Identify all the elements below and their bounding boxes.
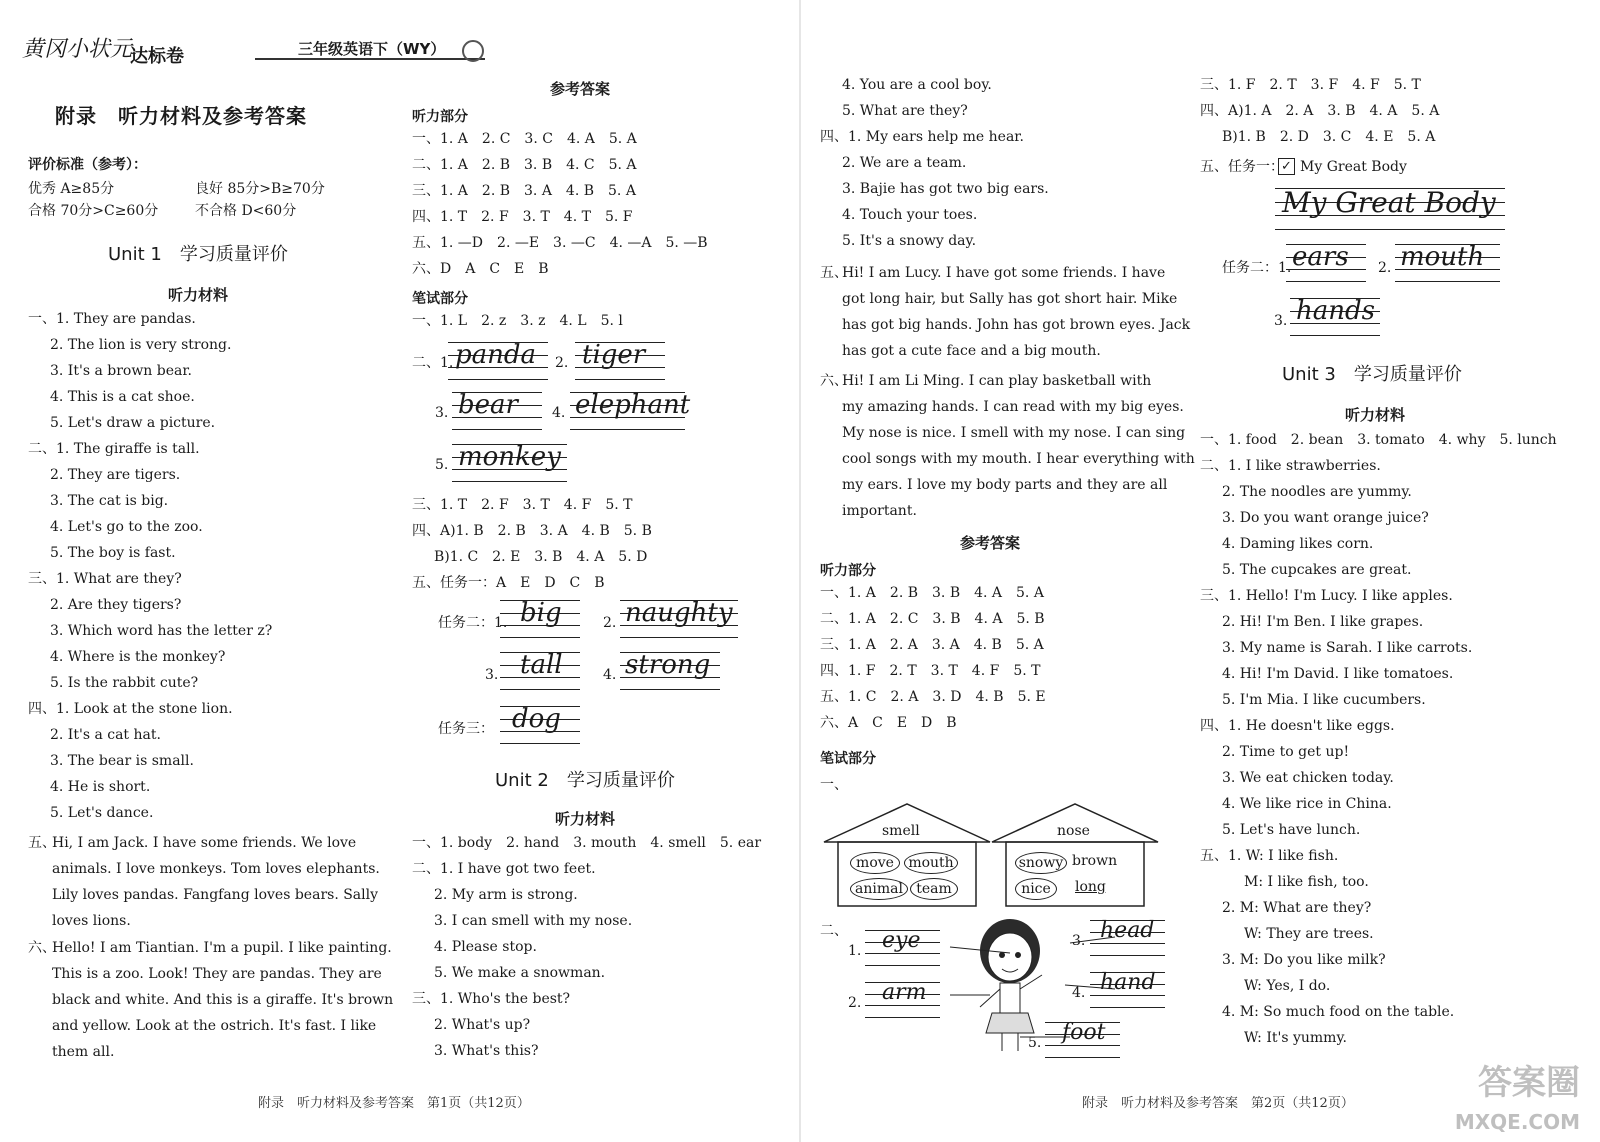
text-line: 3. My name is Sarah. I like carrots. xyxy=(1222,640,1473,656)
text-line: 三、1. Hello! I'm Lucy. I like apples. xyxy=(1200,588,1453,604)
text-line: 4. He is short. xyxy=(50,779,151,795)
plain-word: long xyxy=(1075,879,1106,895)
text-line: 六、A C E D B xyxy=(820,715,957,731)
text-line: 5. It's a snowy day. xyxy=(842,233,977,249)
text-line: 2. My arm is strong. xyxy=(434,887,578,903)
text-line: 3. Do you want orange juice? xyxy=(1222,510,1429,526)
text-line: 4. We like rice in China. xyxy=(1222,796,1392,812)
text-line: Hi! I am Lucy. I have got some friends. I have xyxy=(842,265,1166,281)
text-line: 4. Daming likes corn. xyxy=(1222,536,1374,552)
text-line: 4. Touch your toes. xyxy=(842,207,978,223)
text-line: 2. What's up? xyxy=(434,1017,531,1033)
text-line: 四、1. Look at the stone lion. xyxy=(28,701,233,717)
text-line: 一、1. body 2. hand 3. mouth 4. smell 5. ear xyxy=(412,835,762,851)
u1-transcript xyxy=(28,306,388,826)
u2-listening-part: 听力部分 xyxy=(820,563,876,579)
text-line: 五、任务一：A E D C B xyxy=(412,575,605,591)
hw-panda: panda xyxy=(455,340,537,370)
p2-six-label: 六、 xyxy=(820,373,848,389)
text-line: got long hair, but Sally has got short hair. Mike xyxy=(842,291,1178,307)
page-2: 4. You are a cool boy. 5. What are they? 四、1. My ears help me hear. 2. We are a team. 3. Bajie has got two big ears. 4. Touch your toes. 5. It's a snowy day. 五、 Hi! I am Lucy. I have got some friends. I have got long hair, but Sally has got short hair. Mike has got big hands. John has got brown eyes. Jack has got a cute face and a big mouth. 六、 Hi! I am Li Ming. I can play basketball with my amazing hands. I can read with my big eyes. My nose is nice. I smell with my nose. I can sing cool songs with my mouth. I hear everything with my ears. I love my body parts and they are all important. 参考答案 听力部分 一、1. A 2. B 3. B 4. A 5. A 二、1. A 2. C 3. B 4. A 5. B 三、1. A 2. A 3. A 4. B 5. A 四、1. F 2. T 3. T 4. F 5. T 五、1. C 2. A 3. D 4. B 5. E 六、A C E D B 笔试部分 一、 smell nose move mouth animal team snowy brown nice long 二、 1. eye 2. arm 3. head 4. hand 5. foot 三、1. F 2. T 3. F 4. F 5. T 四、A)1. A 2. A 3. B 4. A 5. A B)1. B 2. D 3. C 4. E 5. A 五、任务一： ✓ My Great Body My Great Body 任务二：1. ears 2. mouth 3. hands Unit 3 学习质量评价 听力材料 一、1. food 2. bean 3. tomato 4. why 5. lunch 二、1. I like strawberries. 2. The noodles are yummy. 3. Do you want orange juice? 4. Daming likes corn. 5. The cupcakes are great. 三、1. Hello! I'm Lucy. I like apples. 2. Hi! I'm Ben. I like grapes. 3. My name is Sarah. I like carrots. 4. Hi! I'm David. I like tomatoes. 5. I'm Mia. I like cucumbers. 四、1. He doesn't like eggs. 2. Time to get up! 3. We eat chicken today. 4. We like rice in China. 5. Let's have lunch. 五、1. W: I like fish. M: I like fish, too. 2. M: What are they? W: They are trees. 3. M: Do you like milk? W: Yes, I do. 4. M: So much food on the table. W: It's yummy. 附录 听力材料及参考答案 第2页（共12页） 答案圈 MXQE.COM xyxy=(800,0,1600,1142)
spiral-icon xyxy=(462,40,484,62)
text-line: My nose is nice. I smell with my nose. I can sing xyxy=(842,425,1186,441)
text-line: 四、1. F 2. T 3. T 4. F 5. T xyxy=(820,663,1041,679)
criteria-title: 评价标准（参考）： xyxy=(28,157,147,173)
text-line: 四、1. He doesn't like eggs. xyxy=(1200,718,1395,734)
appendix-title: 附录 听力材料及参考答案 xyxy=(55,104,307,128)
text-line: 2. It's a cat hat. xyxy=(50,727,161,743)
text-line: 四、A)1. B 2. B 3. A 4. B 5. B xyxy=(412,523,652,539)
hw-hand: hand xyxy=(1100,970,1156,995)
text-line: 4. You are a cool boy. xyxy=(842,77,992,93)
text-line: 三、1. Who's the best? xyxy=(412,991,571,1007)
text-line: 二、1. The giraffe is tall. xyxy=(28,441,200,457)
text-line: W: They are trees. xyxy=(1244,926,1374,942)
u2-transcript-continued xyxy=(820,72,1049,254)
text-line: W: It's yummy. xyxy=(1244,1030,1347,1046)
u1-written-one: 一、1. L 2. z 3. z 4. L 5. l xyxy=(412,313,623,329)
text-line: 2. They are tigers. xyxy=(50,467,181,483)
u1-six-label: 六、 xyxy=(28,940,56,956)
u2-written-part: 笔试部分 xyxy=(820,751,876,767)
u2-transcript xyxy=(412,830,761,1064)
text-line: 三、1. What are they? xyxy=(28,571,182,587)
house-right-label: nose xyxy=(1057,823,1090,839)
text-line: 六、D A C E B xyxy=(412,261,549,277)
u1-listening-answers xyxy=(412,126,708,282)
text-line: 五、1. —D 2. —E 3. —C 4. —A 5. —B xyxy=(412,235,708,251)
task1-check-text: My Great Body xyxy=(1300,159,1407,175)
text-line: This is a zoo. Look! They are pandas. They are xyxy=(52,966,382,982)
text-line: 三、1. A 2. B 3. A 4. B 5. A xyxy=(412,183,636,199)
house-left-label: smell xyxy=(882,823,920,839)
hw-tall: tall xyxy=(520,650,563,680)
u3-transcript xyxy=(1200,427,1557,1051)
text-line: 五、1. W: I like fish. xyxy=(1200,848,1339,864)
text-line: 4. Let's go to the zoo. xyxy=(50,519,203,535)
text-line: 2. M: What are they? xyxy=(1222,900,1372,916)
text-line: my amazing hands. I can read with my big eyes. xyxy=(842,399,1184,415)
hw-monkey: monkey xyxy=(458,442,561,472)
text-line: 5. The cupcakes are great. xyxy=(1222,562,1412,578)
text-line: 四、1. My ears help me hear. xyxy=(820,129,1024,145)
text-line: 3. It's a brown bear. xyxy=(50,363,192,379)
u1-five-label: 五、 xyxy=(28,835,56,851)
u1-six-passage xyxy=(52,935,393,1065)
w-two-label: 二、 xyxy=(820,923,848,939)
text-line: 2. Hi! I'm Ben. I like grapes. xyxy=(1222,614,1424,630)
text-line: has got a cute face and a big mouth. xyxy=(842,343,1101,359)
text-line: 二、1. I have got two feet. xyxy=(412,861,596,877)
u1-five-passage xyxy=(52,830,380,934)
hw-arm: arm xyxy=(882,980,927,1005)
page-1: 黄冈小状元 达标卷 三年级英语下（WY） 附录 听力材料及参考答案 评价标准（参考）： 优秀 A≥85分 良好 85分>B≥70分 合格 70分>C≥60分 不合格 D<60分 Unit 1 学习质量评价 听力材料 一、1. They are pandas. 2. The lion is very strong. 3. It's a brown bear. 4. This is a cat shoe. 5. Let's draw a picture. 二、1. The giraffe is tall. 2. They are tigers. 3. The cat is big. 4. Let's go to the zoo. 5. The boy is fast. 三、1. What are they? 2. Are they tigers? 3. Which word has the letter z? 4. Where is the monkey? 5. Is the rabbit cute? 四、1. Look at the stone lion. 2. It's a cat hat. 3. The bear is small. 4. He is short. 5. Let's dance. 五、 Hi, I am Jack. I have some friends. We love animals. I love monkeys. Tom loves elephants. Lily loves pandas. Fangfang loves bears. Sally loves lions. 六、 Hello! I am Tiantian. I'm a pupil. I like painting. This is a zoo. Look! They are pandas. They are black and white. And this is a giraffe. It's brown and yellow. Look at the ostrich. It's fast. I like them all. 参考答案 听力部分 一、1. A 2. C 3. C 4. A 5. A 二、1. A 2. B 3. B 4. C 5. A 三、1. A 2. B 3. A 4. B 5. A 四、1. T 2. F 3. T 4. T 5. F 五、1. —D 2. —E 3. —C 4. —A 5. —B 六、D A C E B 笔试部分 一、1. L 2. z 3. z 4. L 5. l 二、1. panda 2. tiger 3. bear 4. elephant 5. monkey 三、1. T 2. F 3. T 4. F 5. T 四、A)1. B 2. B 3. A 4. B 5. B B)1. C 2. E 3. B 4. A 5. D 五、任务一：A E D C B 任务二：1. big 2. naughty 3. tall 4. strong 任务三： dog Unit 2 学习质量评价 听力材料 一、1. body 2. hand 3. mouth 4. smell 5. ear 二、1. I have got two feet. 2. My arm is strong. 3. I can smell with my nose. 4. Please stop. 5. We make a snowman. 三、1. Who's the best? 2. What's up? 3. What's this? 附录 听力材料及参考答案 第1页（共12页） xyxy=(0,0,800,1142)
footer-page-2: 附录 听力材料及参考答案 第2页（共12页） xyxy=(1082,1096,1354,1111)
w-one-label: 一、 xyxy=(820,777,848,793)
text-line: 5. What are they? xyxy=(842,103,968,119)
task2-label: 任务二：1. xyxy=(438,615,508,631)
text-line: 五、1. C 2. A 3. D 4. B 5. E xyxy=(820,689,1046,705)
text-line: 5. Is the rabbit cute? xyxy=(50,675,199,691)
task3-label: 任务三： xyxy=(438,721,494,737)
task1-label: 五、任务一： xyxy=(1200,159,1284,175)
text-line: animals. I love monkeys. Tom loves elephants. xyxy=(52,861,380,877)
check-icon: ✓ xyxy=(1278,158,1295,175)
task2-label: 任务二：1. xyxy=(1222,260,1292,276)
text-line: loves lions. xyxy=(52,913,131,929)
text-line: 2. Are they tigers? xyxy=(50,597,182,613)
text-line: 2. The lion is very strong. xyxy=(50,337,232,353)
text-line: them all. xyxy=(52,1044,115,1060)
text-line: 三、1. A 2. A 3. A 4. B 5. A xyxy=(820,637,1044,653)
text-line: Hello! I am Tiantian. I'm a pupil. I like painting. xyxy=(52,940,392,956)
text-line: 5. We make a snowman. xyxy=(434,965,606,981)
u1-written-part: 笔试部分 xyxy=(412,291,468,307)
text-line: 3. I can smell with my nose. xyxy=(434,913,633,929)
u1-written-answers xyxy=(412,492,652,596)
text-line: 四、A)1. A 2. A 3. B 4. A 5. A xyxy=(1200,103,1440,119)
text-line: 3. What's this? xyxy=(434,1043,539,1059)
hw-tiger: tiger xyxy=(582,340,646,370)
text-line: has got big hands. John has got brown eyes. Jack xyxy=(842,317,1191,333)
footer-page-1: 附录 听力材料及参考答案 第1页（共12页） xyxy=(258,1096,530,1111)
text-line: 三、1. F 2. T 3. F 4. F 5. T xyxy=(1200,77,1421,93)
watermark-url: MXQE.COM xyxy=(1454,1110,1580,1134)
u2-listening-materials: 听力材料 xyxy=(555,810,616,828)
text-line: 3. Which word has the letter z? xyxy=(50,623,273,639)
u2-answers-title: 参考答案 xyxy=(960,534,1021,552)
text-line: 四、1. T 2. F 3. T 4. T 5. F xyxy=(412,209,633,225)
hw-big: big xyxy=(520,598,562,628)
u1-listening-part: 听力部分 xyxy=(412,109,468,125)
hw-head: head xyxy=(1100,918,1155,943)
text-line: important. xyxy=(842,503,917,519)
watermark-logo: 答案圈 xyxy=(1478,1063,1580,1103)
unit1-title: Unit 1 学习质量评价 xyxy=(108,244,288,265)
text-line: Hi! I am Li Ming. I can play basketball with xyxy=(842,373,1152,389)
hw-ears: ears xyxy=(1292,242,1349,272)
unit3-title: Unit 3 学习质量评价 xyxy=(1282,364,1462,385)
text-line: Lily loves pandas. Fangfang loves bears. Sally xyxy=(52,887,379,903)
book-title: 三年级英语下（WY） xyxy=(298,40,446,58)
oval-word: nice xyxy=(1015,878,1057,900)
hw-dog: dog xyxy=(512,704,561,734)
oval-word: team xyxy=(910,878,958,900)
criteria-c: 合格 70分>C≥60分 xyxy=(28,203,159,219)
text-line: 3. We eat chicken today. xyxy=(1222,770,1394,786)
text-line: 一、1. They are pandas. xyxy=(28,311,196,327)
u3-listening-materials: 听力材料 xyxy=(1345,406,1406,424)
oval-word: snowy xyxy=(1015,852,1067,874)
hw-bear: bear xyxy=(458,390,518,420)
oval-word: move xyxy=(850,852,900,874)
hw-mouth: mouth xyxy=(1400,242,1485,272)
text-line: 一、1. food 2. bean 3. tomato 4. why 5. lunch xyxy=(1200,432,1557,448)
u2-written-answers xyxy=(1200,72,1439,150)
text-line: 5. The boy is fast. xyxy=(50,545,176,561)
text-line: 三、1. T 2. F 3. T 4. F 5. T xyxy=(412,497,633,513)
text-line: 二、1. I like strawberries. xyxy=(1200,458,1381,474)
brand-logo: 黄冈小状元 xyxy=(22,37,133,62)
u2-six-passage xyxy=(842,368,1195,524)
plain-word: brown xyxy=(1072,853,1118,869)
criteria-b: 良好 85分>B≥70分 xyxy=(195,181,325,197)
text-line: 一、1. A 2. B 3. B 4. A 5. A xyxy=(820,585,1044,601)
text-line: 4. Hi! I'm David. I like tomatoes. xyxy=(1222,666,1454,682)
text-line: W: Yes, I do. xyxy=(1244,978,1331,994)
text-line: 5. Let's have lunch. xyxy=(1222,822,1361,838)
text-line: cool songs with my mouth. I hear everything with xyxy=(842,451,1195,467)
criteria-d: 不合格 D<60分 xyxy=(195,203,297,219)
text-line: 二、1. A 2. B 3. B 4. C 5. A xyxy=(412,157,637,173)
text-line: B)1. B 2. D 3. C 4. E 5. A xyxy=(1222,129,1436,145)
text-line: 4. This is a cat shoe. xyxy=(50,389,195,405)
text-line: 3. The cat is big. xyxy=(50,493,169,509)
text-line: 4. Please stop. xyxy=(434,939,537,955)
text-line: 5. Let's draw a picture. xyxy=(50,415,216,431)
text-line: 3. The bear is small. xyxy=(50,753,194,769)
u2-listening-answers xyxy=(820,580,1046,736)
text-line: 一、1. A 2. C 3. C 4. A 5. A xyxy=(412,131,637,147)
text-line: 4. M: So much food on the table. xyxy=(1222,1004,1455,1020)
u2-five-passage xyxy=(842,260,1190,364)
text-line: M: I like fish, too. xyxy=(1244,874,1369,890)
u1-answers-title: 参考答案 xyxy=(550,80,611,98)
text-line: 二、1. A 2. C 3. B 4. A 5. B xyxy=(820,611,1045,627)
hw-foot: foot xyxy=(1062,1020,1106,1045)
text-line: 5. I'm Mia. I like cucumbers. xyxy=(1222,692,1426,708)
text-line: Hi, I am Jack. I have some friends. We love xyxy=(52,835,357,851)
p2-five-label: 五、 xyxy=(820,265,848,281)
oval-word: animal xyxy=(850,878,908,900)
hw-hands: hands xyxy=(1296,296,1375,326)
hw-title: My Great Body xyxy=(1282,186,1496,219)
hw-naughty: naughty xyxy=(625,598,733,628)
text-line: 2. Time to get up! xyxy=(1222,744,1350,760)
unit2-title: Unit 2 学习质量评价 xyxy=(495,770,675,791)
criteria-a: 优秀 A≥85分 xyxy=(28,181,115,197)
text-line: B)1. C 2. E 3. B 4. A 5. D xyxy=(434,549,648,565)
u1-written-two-label: 二、1. xyxy=(412,355,454,371)
hw-strong: strong xyxy=(625,650,711,680)
text-line: 2. We are a team. xyxy=(842,155,967,171)
u1-listening-materials: 听力材料 xyxy=(168,286,229,304)
text-line: 4. Where is the monkey? xyxy=(50,649,226,665)
hw-eye: eye xyxy=(882,928,921,953)
hw-elephant: elephant xyxy=(575,390,691,420)
text-line: 5. Let's dance. xyxy=(50,805,154,821)
text-line: and yellow. Look at the ostrich. It's fast. I like xyxy=(52,1018,377,1034)
oval-word: mouth xyxy=(904,852,958,874)
text-line: 2. The noodles are yummy. xyxy=(1222,484,1412,500)
text-line: black and white. And this is a giraffe. It's brown xyxy=(52,992,394,1008)
text-line: 3. Bajie has got two big ears. xyxy=(842,181,1049,197)
text-line: my ears. I love my body parts and they are all xyxy=(842,477,1168,493)
brand-subtitle: 达标卷 xyxy=(130,46,184,67)
text-line: 3. M: Do you like milk? xyxy=(1222,952,1386,968)
